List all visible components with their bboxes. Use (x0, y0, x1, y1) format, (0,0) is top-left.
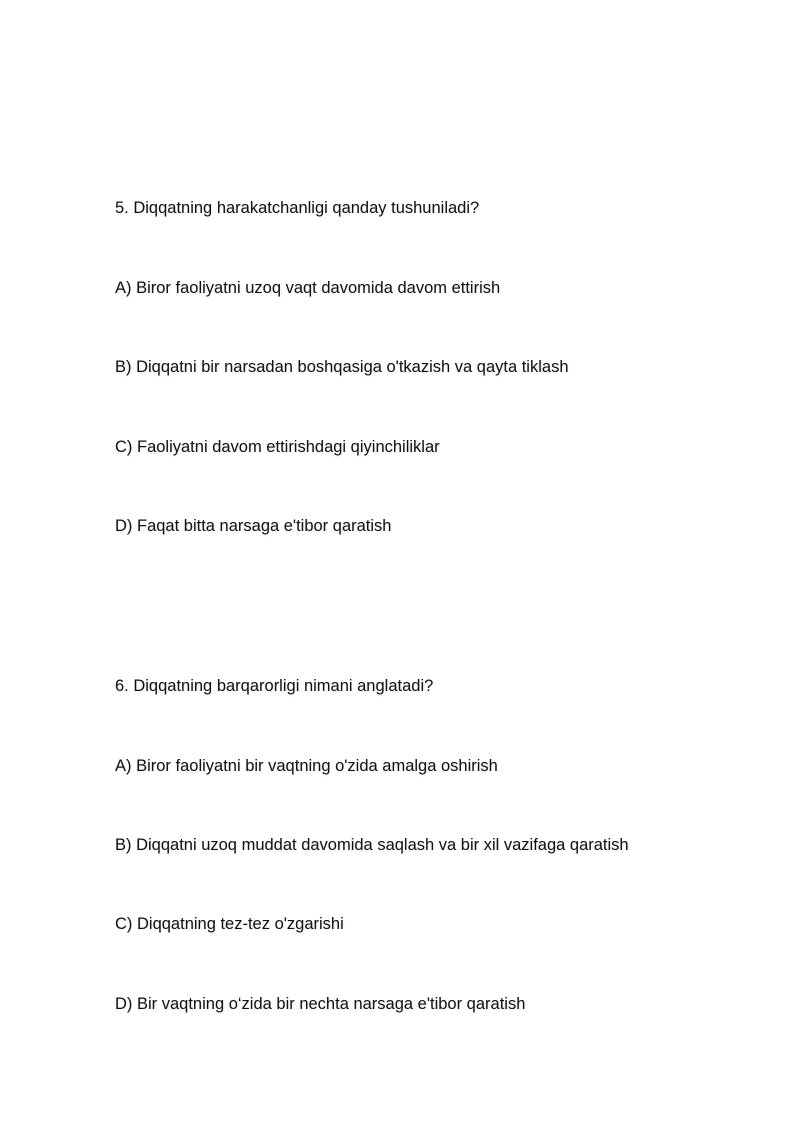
answer-option-d: D) Bir vaqtning o‘zida bir nechta narsaga e'tibor qaratish (115, 995, 526, 1013)
answer-option-a: A) Biror faoliyatni bir vaqtning o'zida amalga oshirish (115, 757, 498, 775)
answer-option-a: A) Biror faoliyatni uzoq vaqt davomida davom ettirish (115, 279, 501, 297)
question-text: 5. Diqqatning harakatchanligi qanday tushuniladi? (115, 199, 480, 217)
answer-option-c: C) Diqqatning tez-tez o'zgarishi (115, 915, 344, 933)
answer-option-c: C) Faoliyatni davom ettirishdagi qiyinchiliklar (115, 438, 440, 456)
question-text: 6. Diqqatning barqarorligi nimani anglatadi? (115, 677, 434, 695)
answer-option-d: D) Faqat bitta narsaga e'tibor qaratish (115, 517, 392, 535)
answer-option-b: B) Diqqatni bir narsadan boshqasiga o'tkazish va qayta tiklash (115, 358, 569, 376)
answer-option-b: B) Diqqatni uzoq muddat davomida saqlash va bir xil vazifaga qaratish (115, 836, 629, 854)
